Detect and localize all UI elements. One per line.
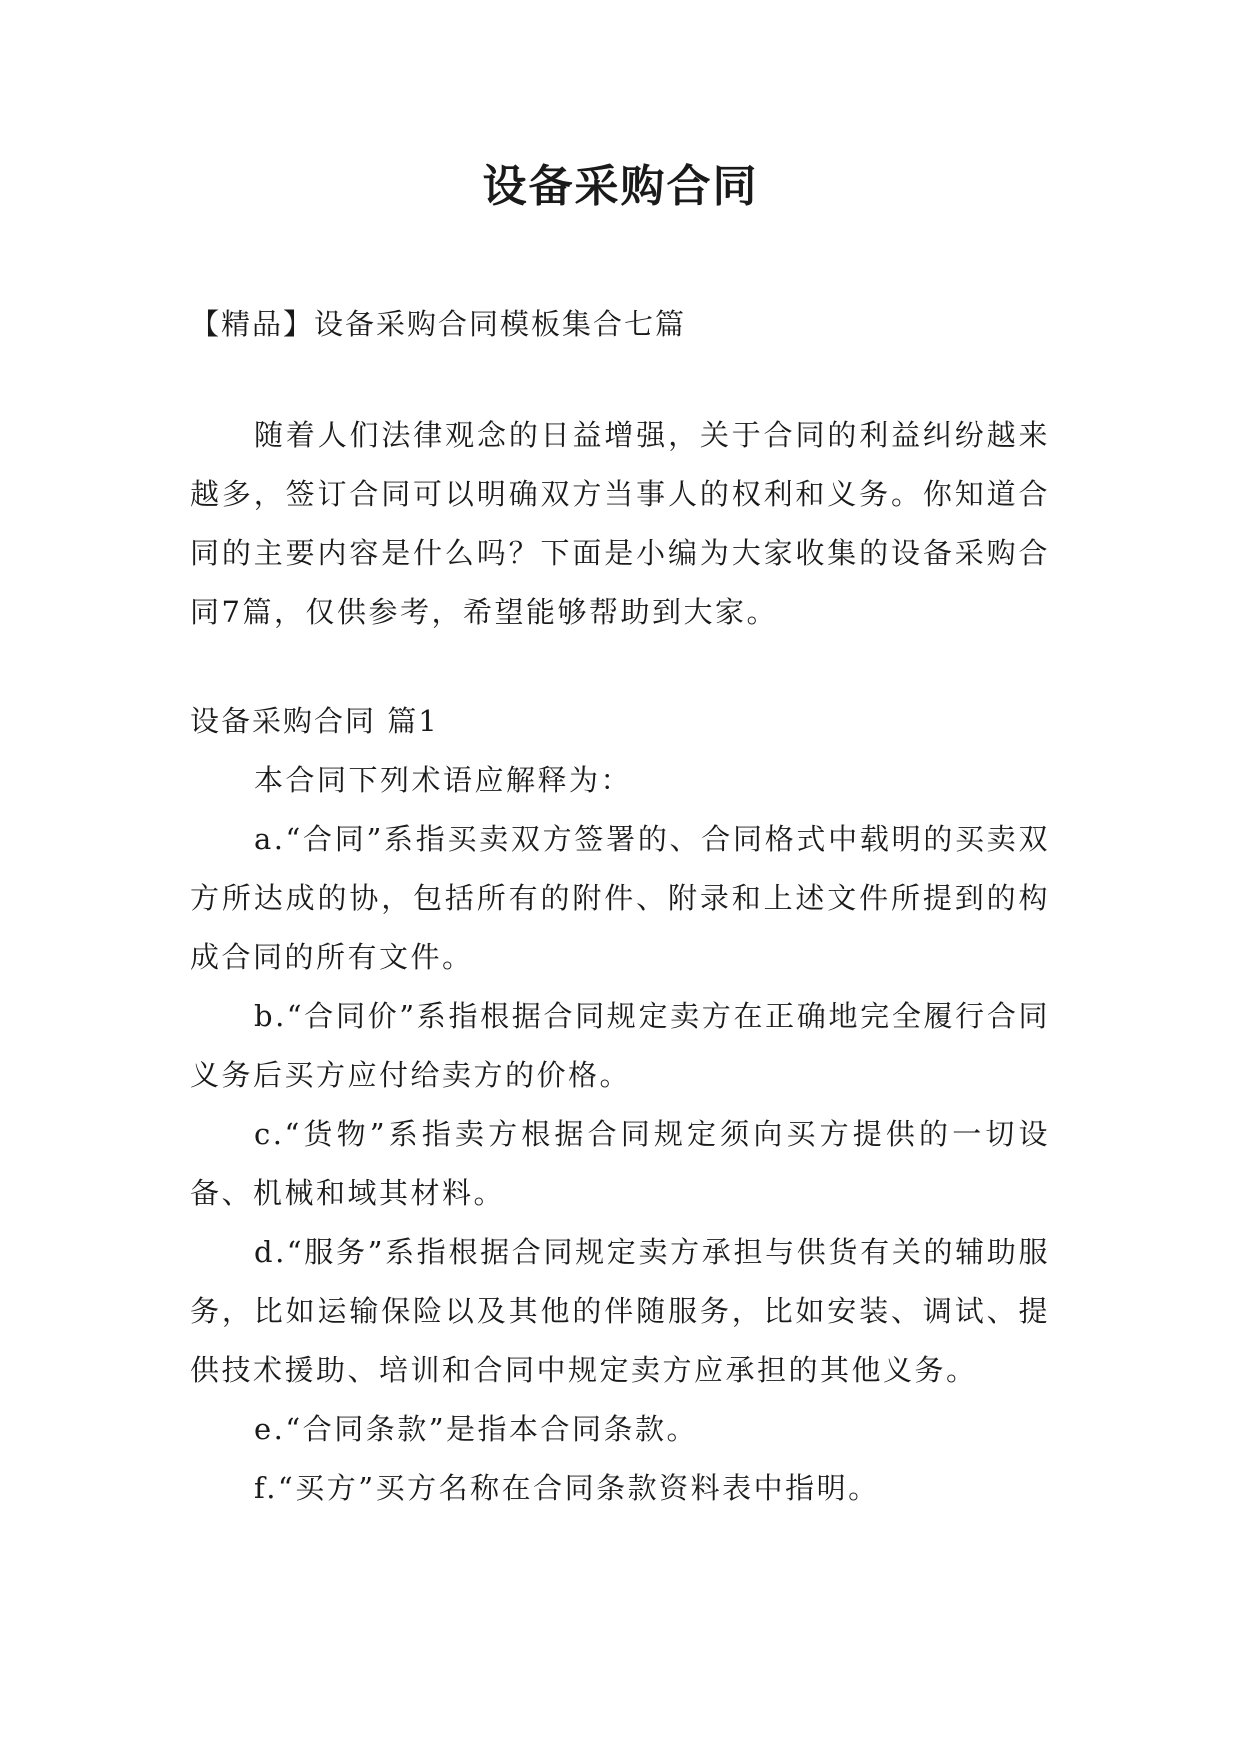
clause-paragraph: f.“买方”买方名称在合同条款资料表中指明。 [254, 1471, 880, 1505]
clause-paragraph: d.“服务”系指根据合同规定卖方承担与供货有关的辅助服务，比如运输保险以及其他的伴随服务，比如安装、调试、提供技术援助、培训和合同中规定卖方应承担的其他义务。 [190, 1235, 1050, 1387]
clause-paragraph: b.“合同价”系指根据合同规定卖方在正确地完全履行合同义务后买方应付给卖方的价格。 [190, 999, 1050, 1092]
section-heading: 设备采购合同 篇1 [190, 704, 439, 738]
clause-paragraph: 本合同下列术语应解释为： [254, 763, 633, 797]
clause-paragraph: c.“货物”系指卖方根据合同规定须向买方提供的一切设备、机械和域其材料。 [190, 1117, 1050, 1210]
document-body [190, 295, 1050, 1518]
document-subtitle: 【精品】设备采购合同模板集合七篇 [190, 307, 687, 341]
clause-paragraph: e.“合同条款”是指本合同条款。 [254, 1412, 699, 1446]
document-title: 设备采购合同 [482, 161, 759, 212]
clause-paragraph: a.“合同”系指买卖双方签署的、合同格式中载明的买卖双方所达成的协，包括所有的附件、附录和上述文件所提到的构成合同的所有文件。 [190, 822, 1050, 974]
intro-paragraph: 随着人们法律观念的日益增强，关于合同的利益纠纷越来越多，签订合同可以明确双方当事人的权利和义务。你知道合同的主要内容是什么吗？下面是小编为大家收集的设备采购合同7篇，仅供参考，希望能够帮助到大家。 [190, 418, 1050, 629]
